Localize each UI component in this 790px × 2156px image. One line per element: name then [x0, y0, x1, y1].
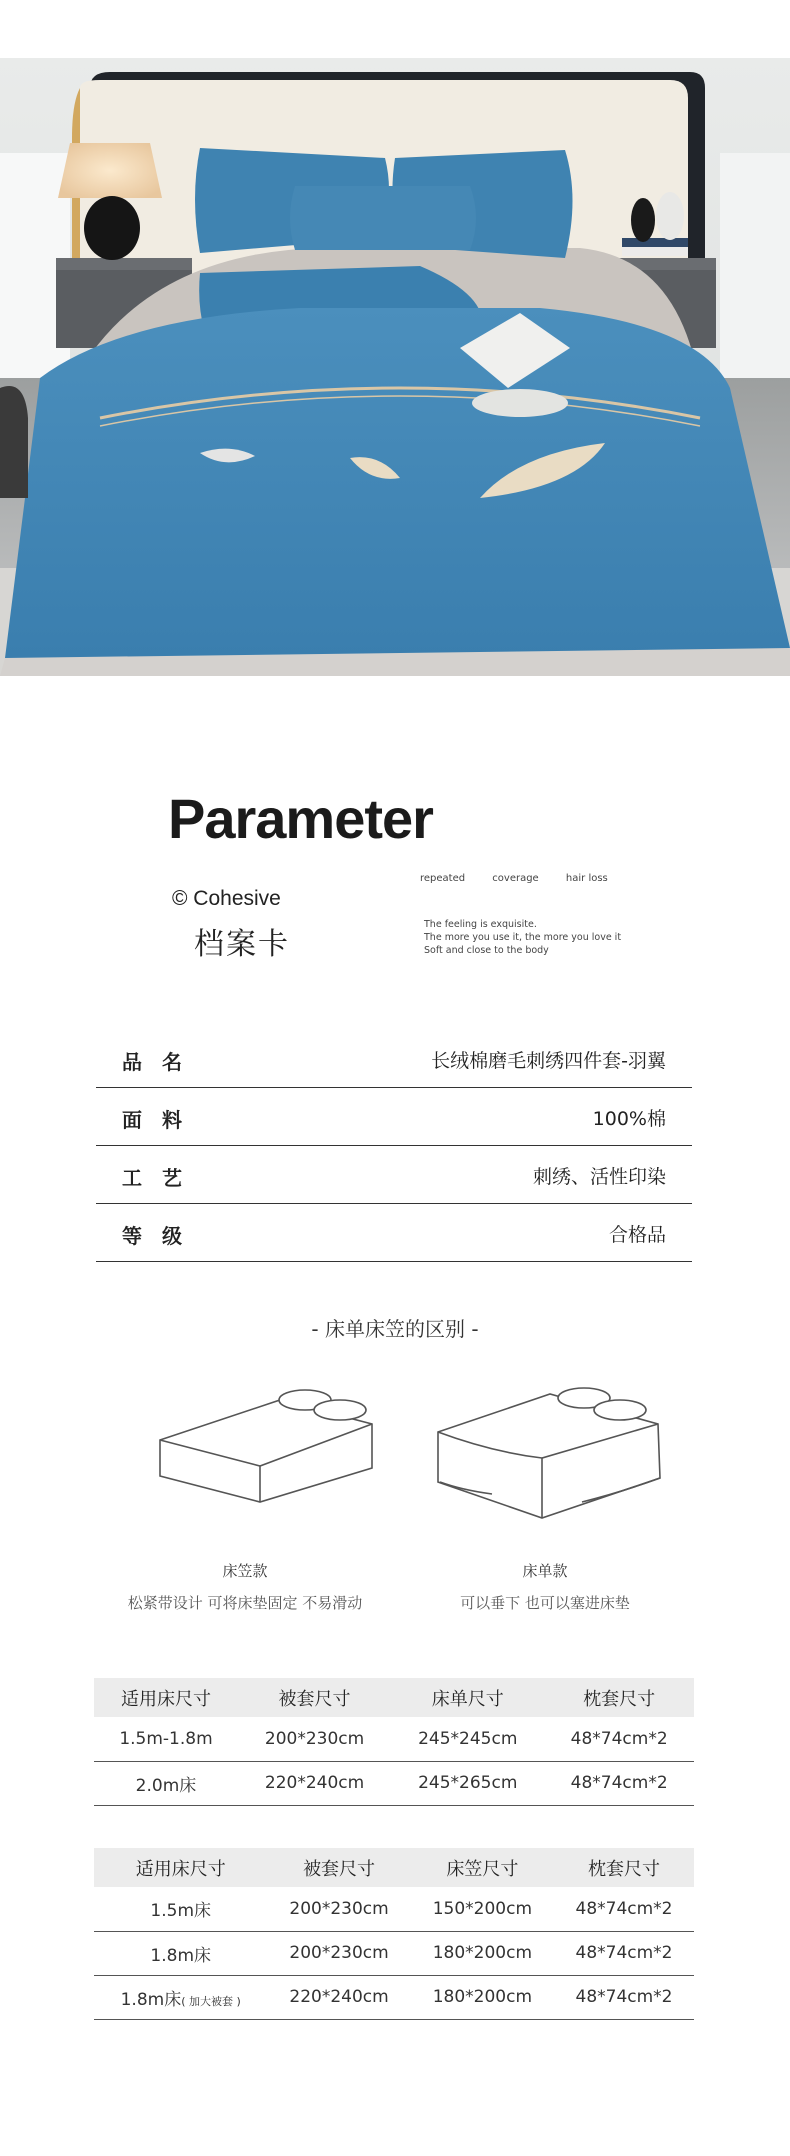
header-cell: 床单尺寸 — [391, 1678, 544, 1717]
slogan-line: The more you use it, the more you love it — [424, 932, 622, 943]
table-row — [94, 1887, 694, 1931]
spec-row-craft — [96, 1146, 692, 1204]
tag-item: coverage — [492, 873, 539, 884]
tag-item: repeated — [420, 873, 466, 884]
slogan — [424, 918, 621, 957]
spec-value: 长绒棉磨毛刺绣四件套-羽翼 — [431, 1050, 666, 1072]
spec-value: 合格品 — [608, 1224, 666, 1246]
spec-row-product — [96, 1030, 692, 1088]
size-note: ( 加大被套 ) — [181, 1994, 241, 2008]
fitted-bed-icon — [150, 1380, 386, 1510]
flat-sheet-drawing — [432, 1382, 668, 1526]
header-cell: 床笠尺寸 — [411, 1848, 554, 1887]
slogan-line: The feeling is exquisite. — [424, 919, 537, 930]
flat-description: 可以垂下 也可以塞进床垫 — [460, 1594, 630, 1612]
bedding-illustration — [0, 58, 790, 676]
flat-bed-icon — [432, 1382, 668, 1522]
table-row — [94, 1717, 694, 1761]
size-table-fitted-sheet — [94, 1848, 694, 2020]
hero-photo — [0, 58, 790, 676]
spec-label: 面料 — [122, 1108, 202, 1132]
section-heading: - 床单床笠的区别 - — [311, 1317, 479, 1341]
table-cell: 48*74cm*2 — [544, 1717, 694, 1761]
table-cell: 2.0m床 — [94, 1761, 238, 1805]
bed-size: 1.8m床 — [120, 1989, 182, 2010]
table-cell: 48*74cm*2 — [544, 1761, 694, 1805]
table-cell: 1.5m床 — [94, 1887, 267, 1931]
table-cell: 48*74cm*2 — [554, 1931, 694, 1975]
spec-value: 100%棉 — [592, 1108, 666, 1130]
table-cell: 1.5m-1.8m — [94, 1717, 238, 1761]
subtitle-cn: 档案卡 — [194, 927, 290, 962]
table-row — [94, 1931, 694, 1975]
spec-label: 工艺 — [122, 1166, 202, 1190]
tag-item: hair loss — [565, 873, 608, 884]
spec-value: 刺绣、活性印染 — [532, 1166, 666, 1188]
table-cell: 180*200cm — [411, 1975, 554, 2019]
fitted-caption: 床笠款 — [222, 1562, 268, 1580]
page-title: Parameter — [168, 787, 433, 850]
spec-row-grade — [96, 1204, 692, 1262]
size-table-flat-sheet — [94, 1678, 694, 1806]
spec-table — [96, 1030, 692, 1262]
spec-label: 品名 — [122, 1050, 202, 1074]
table-cell: 245*265cm — [391, 1761, 544, 1805]
slogan-line: Soft and close to the body — [424, 945, 549, 956]
table-cell: 220*240cm — [267, 1975, 410, 2019]
header-cell: 被套尺寸 — [267, 1848, 410, 1887]
table-cell: 200*230cm — [267, 1887, 410, 1931]
header-cell: 枕套尺寸 — [554, 1848, 694, 1887]
table-cell: 220*240cm — [238, 1761, 391, 1805]
header-cell: 被套尺寸 — [238, 1678, 391, 1717]
spec-row-fabric — [96, 1088, 692, 1146]
feature-tags — [420, 873, 632, 884]
table-header-row — [94, 1848, 694, 1887]
table-header-row — [94, 1678, 694, 1717]
table-row — [94, 1761, 694, 1805]
header-cell: 枕套尺寸 — [544, 1678, 694, 1717]
table-cell: 1.8m床 — [94, 1931, 267, 1975]
table-cell — [94, 1975, 267, 2019]
flat-caption: 床单款 — [522, 1562, 568, 1580]
table-cell: 200*230cm — [267, 1931, 410, 1975]
fitted-description: 松紧带设计 可将床垫固定 不易滑动 — [127, 1594, 363, 1612]
table-cell: 245*245cm — [391, 1717, 544, 1761]
table-cell: 150*200cm — [411, 1887, 554, 1931]
table-cell: 48*74cm*2 — [554, 1975, 694, 2019]
header-cell: 适用床尺寸 — [94, 1848, 267, 1887]
header-cell: 适用床尺寸 — [94, 1678, 238, 1717]
table-row — [94, 1975, 694, 2019]
table-cell: 180*200cm — [411, 1931, 554, 1975]
brand-name: © Cohesive — [172, 887, 281, 910]
spec-label: 等级 — [122, 1224, 202, 1248]
table-cell: 200*230cm — [238, 1717, 391, 1761]
fitted-sheet-drawing — [150, 1380, 386, 1514]
table-cell: 48*74cm*2 — [554, 1887, 694, 1931]
